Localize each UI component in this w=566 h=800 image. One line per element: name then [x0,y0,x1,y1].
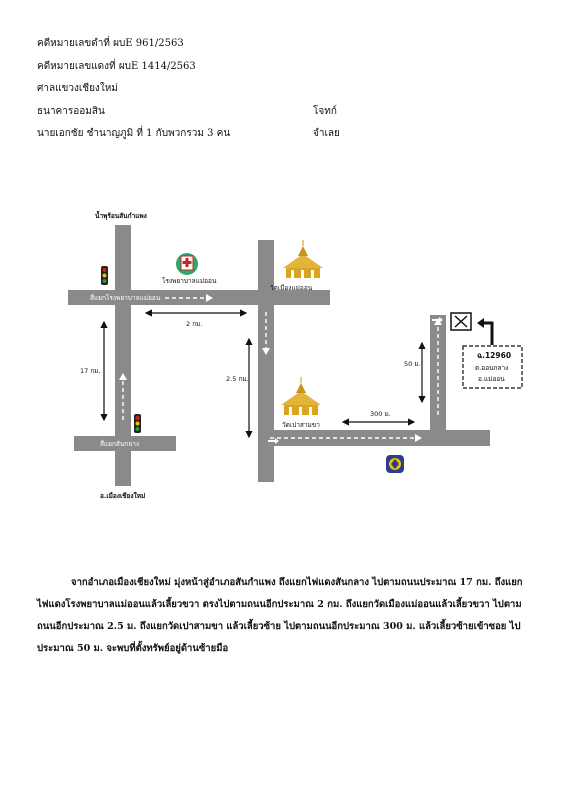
plaintiff-role: โจทก์ [313,106,337,117]
traffic-light-icon [134,414,141,433]
defendant-role: จำเลย [313,128,340,139]
sankhlang-junction-label: สี่แยกสันกลาง [100,440,140,448]
school-emblem-icon [386,455,404,473]
hospital-label: โรงพยาบาลแม่ออน [162,277,217,285]
hospital-icon [176,253,198,275]
property-deed: ฉ.12960 [477,351,512,360]
temple-icon [281,377,321,415]
distance-25km: 2.5 กม. [226,375,249,383]
wat-muang-label: วัดเมืองแม่ออน [270,284,313,292]
directions-paragraph: จากอำเภอเมืองเชียงใหม่ มุ่งหน้าสู่อำเภอสันกำแพง ถึงแยกไฟแดงสันกลาง ไปตามถนนประมาณ 17 กม. ถึงแยกไฟแดงโรงพยาบาลแม่ออนแล้วเลี้ยวขวา ตรงไปตามถนนอีกประมาณ 2 กม. ถึงแยกวัดเมืองแม่ออนแล้วเลี้ยวขวา ไปตามถนนอีกประมาณ 2.5 ม. ถึงแยกวัดเปาสามขา แล้วเลี้ยวซ้าย ไปตามถนนอีกประมาณ 300 ม. แล้วเลี้ยวซ้ายเข้าซอย ไปประมาณ 50 ม. จะพบที่ตั้งทรัพย์อยู่ด้านซ้ายมือ [37,577,523,654]
hospital-junction-label: สี่แยกโรงพยาบาลแม่ออน [90,294,161,302]
traffic-light-icon [101,266,108,285]
wat-pa-label: วัดเปาสามขา [282,421,320,429]
property-subdistrict: ต.ออนกลาง [475,364,509,372]
defendant-name: นายเอกชัย ชำนาญภูมิ ที่ 1 กับพวกรวม 3 คน [37,128,231,139]
property-district: อ.แม่ออน [478,375,505,383]
mueang-district-label: อ.เมืองเชียงใหม่ [100,492,146,500]
route-arrowheads [119,294,442,442]
distance-50m: 50 ม. [404,360,421,368]
black-case-number: คดีหมายเลขดำที่ ผบE 961/2563 [37,38,184,49]
distance-17km: 17 กม. [80,367,101,375]
hot-spring-label: น้ำพุร้อนสันกำแพง [95,212,147,220]
temple-icon [283,240,323,278]
red-case-number: คดีหมายเลขแดงที่ ผบE 1414/2563 [37,61,196,72]
directions-text [37,572,533,660]
distance-300m: 300 ม. [370,410,391,418]
plaintiff-name: ธนาคารออมสิน [37,106,105,117]
distance-2km: 2 กม. [186,320,203,328]
court-name: ศาลแขวงเชียงใหม่ [37,83,118,94]
property-marker-icon [451,313,471,330]
pointer-arrowhead [477,318,484,328]
